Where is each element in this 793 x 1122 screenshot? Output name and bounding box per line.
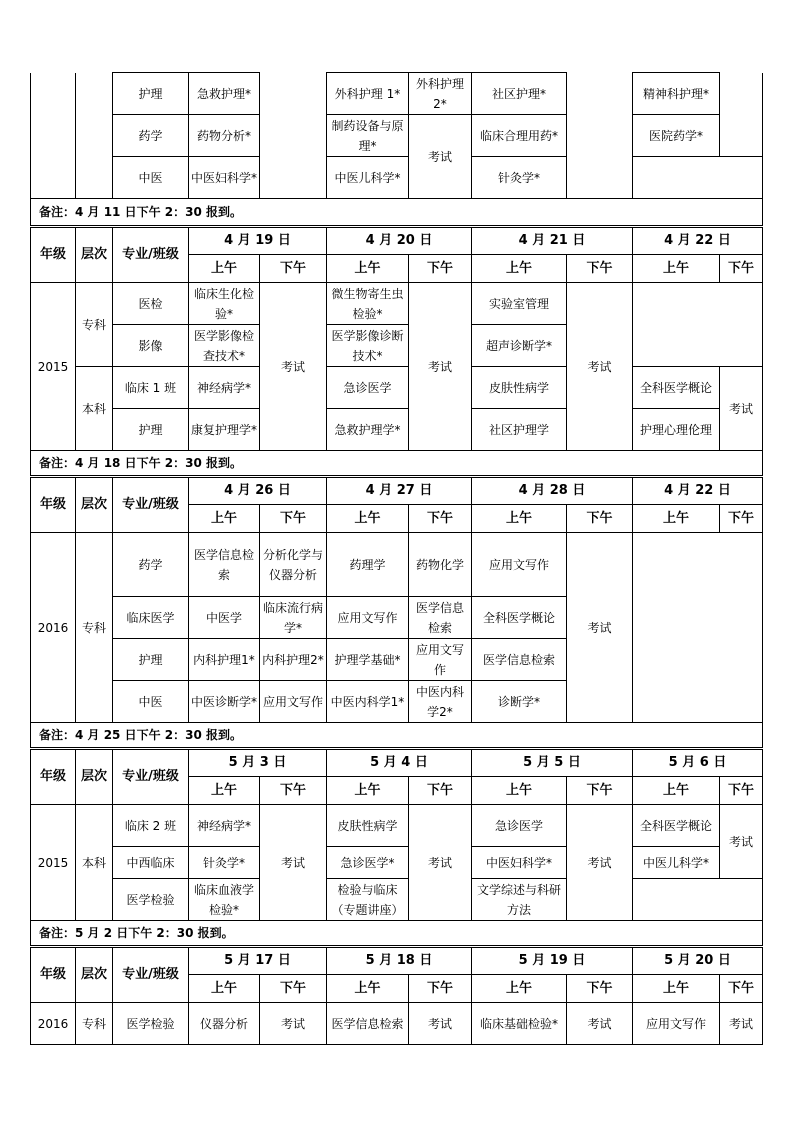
table-row <box>31 805 763 847</box>
course-cell: 急诊医学 <box>327 367 409 409</box>
pm-header: 下午 <box>567 975 633 1003</box>
date-header: 4 月 20 日 <box>327 227 472 255</box>
table-row <box>31 283 763 325</box>
am-header: 上午 <box>633 975 720 1003</box>
table-row <box>31 115 763 157</box>
course-cell: 全科医学概论 <box>633 367 720 409</box>
table-row <box>31 879 763 921</box>
course-cell: 临床生化检验* <box>189 283 260 325</box>
course-cell: 微生物寄生虫检验* <box>327 283 409 325</box>
course-cell: 急救护理* <box>189 73 260 115</box>
date-header: 4 月 27 日 <box>327 477 472 505</box>
date-header: 4 月 22 日 <box>633 477 763 505</box>
course-cell: 中医诊断学* <box>189 681 260 723</box>
pm-header: 下午 <box>260 255 327 283</box>
exam-cell: 考试 <box>260 805 327 921</box>
grade-cell: 2016 <box>31 533 76 723</box>
course-cell: 中医妇科学* <box>189 157 260 199</box>
exam-cell: 考试 <box>260 283 327 451</box>
course-cell: 皮肤性病学 <box>472 367 567 409</box>
course-cell: 医学信息检索 <box>409 597 472 639</box>
course-cell: 外科护理 1* <box>327 73 409 115</box>
am-header: 上午 <box>189 505 260 533</box>
course-cell: 医学信息检索 <box>472 639 567 681</box>
course-cell: 社区护理* <box>472 73 567 115</box>
note-text: 备注：4 月 18 日下午 2：30 报到。 <box>31 451 763 477</box>
course-cell: 康复护理学* <box>189 409 260 451</box>
grade-cell: 2015 <box>31 283 76 451</box>
header-row <box>31 477 763 505</box>
course-cell: 精神科护理* <box>633 73 720 115</box>
level-cell: 本科 <box>76 367 113 451</box>
major-cell: 护理 <box>113 639 189 681</box>
major-cell: 护理 <box>113 409 189 451</box>
header-row <box>31 947 763 975</box>
note-row <box>31 921 763 947</box>
course-cell: 诊断学* <box>472 681 567 723</box>
am-header: 上午 <box>633 255 720 283</box>
table-row <box>31 1003 763 1045</box>
pm-header: 下午 <box>720 777 763 805</box>
major-cell: 中医 <box>113 681 189 723</box>
course-cell: 护理心理伦理 <box>633 409 720 451</box>
date-header: 4 月 26 日 <box>189 477 327 505</box>
course-cell <box>633 283 763 367</box>
course-cell <box>633 533 763 723</box>
table-row <box>31 73 763 115</box>
course-cell: 中医儿科学* <box>633 847 720 879</box>
am-header: 上午 <box>327 505 409 533</box>
course-cell: 应用文写作 <box>472 533 567 597</box>
date-header: 5 月 20 日 <box>633 947 763 975</box>
course-cell: 中医妇科学* <box>472 847 567 879</box>
exam-schedule-table <box>30 72 763 1045</box>
am-header: 上午 <box>327 975 409 1003</box>
course-cell: 药物分析* <box>189 115 260 157</box>
am-header: 上午 <box>633 505 720 533</box>
level-cell: 专科 <box>76 1003 113 1045</box>
course-cell: 临床血液学检验* <box>189 879 260 921</box>
course-cell: 医学影像诊断技术* <box>327 325 409 367</box>
level-header: 层次 <box>76 477 113 533</box>
course-cell: 中医内科学1* <box>327 681 409 723</box>
level-header: 层次 <box>76 947 113 1003</box>
course-cell: 神经病学* <box>189 367 260 409</box>
pm-header: 下午 <box>567 777 633 805</box>
pm-header: 下午 <box>409 975 472 1003</box>
am-header: 上午 <box>327 777 409 805</box>
am-header: 上午 <box>189 975 260 1003</box>
course-cell: 检验与临床（专题讲座） <box>327 879 409 921</box>
exam-cell: 考试 <box>567 1003 633 1045</box>
pm-header: 下午 <box>567 255 633 283</box>
note-text: 备注：5 月 2 日下午 2：30 报到。 <box>31 921 763 947</box>
grade-cell <box>31 73 76 199</box>
course-cell: 药物化学 <box>409 533 472 597</box>
grade-cell: 2016 <box>31 1003 76 1045</box>
major-header: 专业/班级 <box>113 227 189 283</box>
exam-cell: 考试 <box>720 367 763 451</box>
note-row <box>31 199 763 227</box>
course-cell: 制药设备与原理* <box>327 115 409 157</box>
level-header: 层次 <box>76 227 113 283</box>
major-header: 专业/班级 <box>113 749 189 805</box>
course-cell: 分析化学与仪器分析 <box>260 533 327 597</box>
pm-header: 下午 <box>260 777 327 805</box>
exam-cell: 考试 <box>409 1003 472 1045</box>
major-cell: 药学 <box>113 115 189 157</box>
level-header: 层次 <box>76 749 113 805</box>
pm-header: 下午 <box>567 505 633 533</box>
date-header: 4 月 21 日 <box>472 227 633 255</box>
exam-schedule-page <box>30 72 762 1045</box>
exam-cell: 考试 <box>567 805 633 921</box>
course-cell: 针灸学* <box>189 847 260 879</box>
course-cell: 超声诊断学* <box>472 325 567 367</box>
am-header: 上午 <box>472 505 567 533</box>
course-cell: 内科护理1* <box>189 639 260 681</box>
course-cell: 医院药学* <box>633 115 720 157</box>
date-header: 5 月 6 日 <box>633 749 763 777</box>
am-header: 上午 <box>633 777 720 805</box>
date-header: 4 月 19 日 <box>189 227 327 255</box>
major-cell: 护理 <box>113 73 189 115</box>
exam-cell: 考试 <box>409 283 472 451</box>
pm-header: 下午 <box>409 505 472 533</box>
note-row <box>31 723 763 749</box>
course-cell: 医学信息检索 <box>327 1003 409 1045</box>
table-row <box>31 533 763 597</box>
am-header: 上午 <box>472 777 567 805</box>
grade-header: 年级 <box>31 749 76 805</box>
pm-header: 下午 <box>260 975 327 1003</box>
level-cell <box>76 73 113 199</box>
header-row <box>31 749 763 777</box>
pm-header: 下午 <box>720 505 763 533</box>
pm-header: 下午 <box>409 777 472 805</box>
course-cell: 社区护理学 <box>472 409 567 451</box>
level-cell: 专科 <box>76 283 113 367</box>
grade-header: 年级 <box>31 477 76 533</box>
course-cell: 内科护理2* <box>260 639 327 681</box>
date-header: 5 月 18 日 <box>327 947 472 975</box>
course-cell <box>720 73 763 157</box>
grade-cell: 2015 <box>31 805 76 921</box>
course-cell: 药理学 <box>327 533 409 597</box>
course-cell <box>633 157 763 199</box>
pm-header: 下午 <box>260 505 327 533</box>
pm-header: 下午 <box>409 255 472 283</box>
am-header: 上午 <box>327 255 409 283</box>
course-cell: 中医内科学2* <box>409 681 472 723</box>
course-cell: 神经病学* <box>189 805 260 847</box>
course-cell <box>260 73 327 199</box>
grade-header: 年级 <box>31 227 76 283</box>
course-cell: 针灸学* <box>472 157 567 199</box>
course-cell: 中医儿科学* <box>327 157 409 199</box>
course-cell: 临床基础检验* <box>472 1003 567 1045</box>
course-cell: 应用文写作 <box>633 1003 720 1045</box>
course-cell: 全科医学概论 <box>472 597 567 639</box>
table-row <box>31 409 763 451</box>
course-cell <box>633 879 763 921</box>
major-cell: 临床 2 班 <box>113 805 189 847</box>
exam-cell: 考试 <box>260 1003 327 1045</box>
note-row <box>31 451 763 477</box>
date-header: 4 月 28 日 <box>472 477 633 505</box>
major-cell: 临床医学 <box>113 597 189 639</box>
header-row <box>31 227 763 255</box>
major-cell: 药学 <box>113 533 189 597</box>
date-header: 5 月 3 日 <box>189 749 327 777</box>
table-row <box>31 847 763 879</box>
course-cell: 应用文写作 <box>409 639 472 681</box>
am-header: 上午 <box>472 255 567 283</box>
course-cell: 文学综述与科研方法 <box>472 879 567 921</box>
course-cell: 应用文写作 <box>260 681 327 723</box>
exam-cell: 考试 <box>567 533 633 723</box>
exam-cell: 考试 <box>409 805 472 921</box>
note-text: 备注：4 月 25 日下午 2：30 报到。 <box>31 723 763 749</box>
exam-cell: 考试 <box>409 115 472 199</box>
major-cell: 影像 <box>113 325 189 367</box>
exam-cell: 考试 <box>720 1003 763 1045</box>
major-header: 专业/班级 <box>113 477 189 533</box>
grade-header: 年级 <box>31 947 76 1003</box>
course-cell: 仪器分析 <box>189 1003 260 1045</box>
table-row <box>31 367 763 409</box>
major-cell: 医检 <box>113 283 189 325</box>
course-cell: 临床流行病学* <box>260 597 327 639</box>
course-cell: 全科医学概论 <box>633 805 720 847</box>
course-cell: 中医学 <box>189 597 260 639</box>
course-cell: 急诊医学 <box>472 805 567 847</box>
pm-header: 下午 <box>720 255 763 283</box>
note-text: 备注：4 月 11 日下午 2：30 报到。 <box>31 199 763 227</box>
course-cell: 临床合理用药* <box>472 115 567 157</box>
course-cell: 外科护理2* <box>409 73 472 115</box>
level-cell: 本科 <box>76 805 113 921</box>
course-cell: 皮肤性病学 <box>327 805 409 847</box>
course-cell: 医学影像检查技术* <box>189 325 260 367</box>
level-cell: 专科 <box>76 533 113 723</box>
date-header: 5 月 5 日 <box>472 749 633 777</box>
major-cell: 医学检验 <box>113 879 189 921</box>
am-header: 上午 <box>189 777 260 805</box>
major-cell: 医学检验 <box>113 1003 189 1045</box>
major-cell: 中医 <box>113 157 189 199</box>
course-cell: 急诊医学* <box>327 847 409 879</box>
exam-cell: 考试 <box>720 805 763 879</box>
am-header: 上午 <box>472 975 567 1003</box>
course-cell <box>567 73 633 199</box>
date-header: 5 月 4 日 <box>327 749 472 777</box>
course-cell: 急救护理学* <box>327 409 409 451</box>
date-header: 5 月 19 日 <box>472 947 633 975</box>
exam-cell: 考试 <box>567 283 633 451</box>
course-cell: 应用文写作 <box>327 597 409 639</box>
table-row <box>31 157 763 199</box>
major-header: 专业/班级 <box>113 947 189 1003</box>
course-cell: 医学信息检索 <box>189 533 260 597</box>
course-cell: 实验室管理 <box>472 283 567 325</box>
date-header: 4 月 22 日 <box>633 227 763 255</box>
major-cell: 临床 1 班 <box>113 367 189 409</box>
course-cell: 护理学基础* <box>327 639 409 681</box>
date-header: 5 月 17 日 <box>189 947 327 975</box>
am-header: 上午 <box>189 255 260 283</box>
pm-header: 下午 <box>720 975 763 1003</box>
major-cell: 中西临床 <box>113 847 189 879</box>
